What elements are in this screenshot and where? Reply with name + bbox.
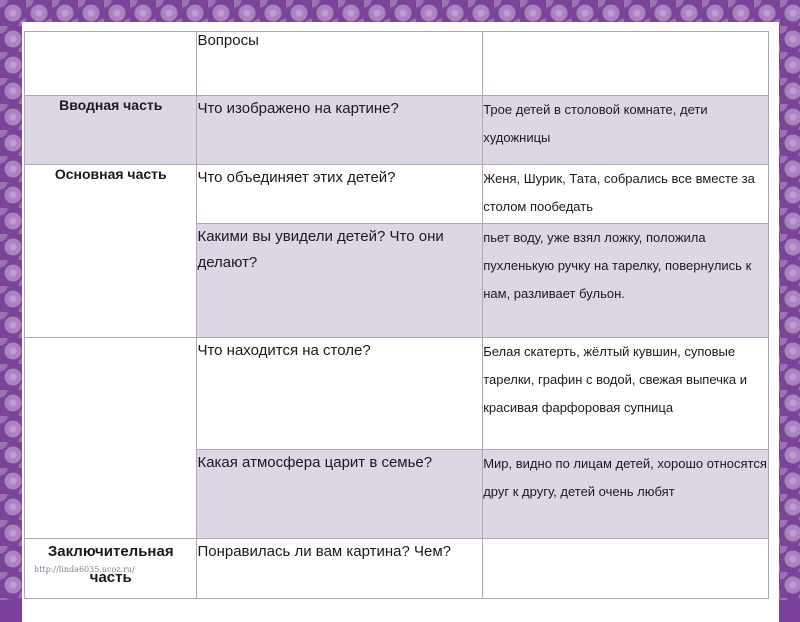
question-cell: Понравилась ли вам картина? Чем?: [197, 539, 483, 599]
table-row: [25, 539, 769, 599]
part-cell: Заключительная часть: [25, 539, 197, 599]
part-cell: Вводная часть: [25, 96, 197, 165]
question-cell: Что объединяет этих детей?: [197, 165, 483, 224]
question-cell: Что изображено на картине?: [197, 96, 483, 165]
answer-cell: Женя, Шурик, Тата, собрались все вместе за столом пообедать: [483, 165, 769, 224]
table-row: [25, 165, 769, 224]
question-cell: Какими вы увидели детей? Что они делают?: [197, 224, 483, 338]
answer-cell: пьет воду, уже взял ложку, положила пухленькую ручку на тарелку, повернулись к нам, разливает бульон.: [483, 224, 769, 338]
answer-cell: Трое детей в столовой комнате, дети художницы: [483, 96, 769, 165]
header-cell-answers: [483, 32, 769, 96]
table-row: [25, 338, 769, 450]
watermark-url: http://linda6035.ucoz.ru/: [34, 565, 135, 574]
part-cell: [25, 338, 197, 539]
question-cell: Какая атмосфера царит в семье?: [197, 450, 483, 539]
lesson-table: [24, 31, 769, 599]
question-cell: Что находится на столе?: [197, 338, 483, 450]
answer-cell: [483, 539, 769, 599]
table-header-row: [25, 32, 769, 96]
header-cell-questions: Вопросы: [197, 32, 483, 96]
part-cell: Основная часть: [25, 165, 197, 338]
table-row: [25, 96, 769, 165]
answer-cell: Белая скатерть, жёлтый кувшин, суповые тарелки, графин с водой, свежая выпечка и красивая фарфоровая супница: [483, 338, 769, 450]
answer-cell: Мир, видно по лицам детей, хорошо относятся друг к другу, детей очень любят: [483, 450, 769, 539]
header-cell-part: [25, 32, 197, 96]
